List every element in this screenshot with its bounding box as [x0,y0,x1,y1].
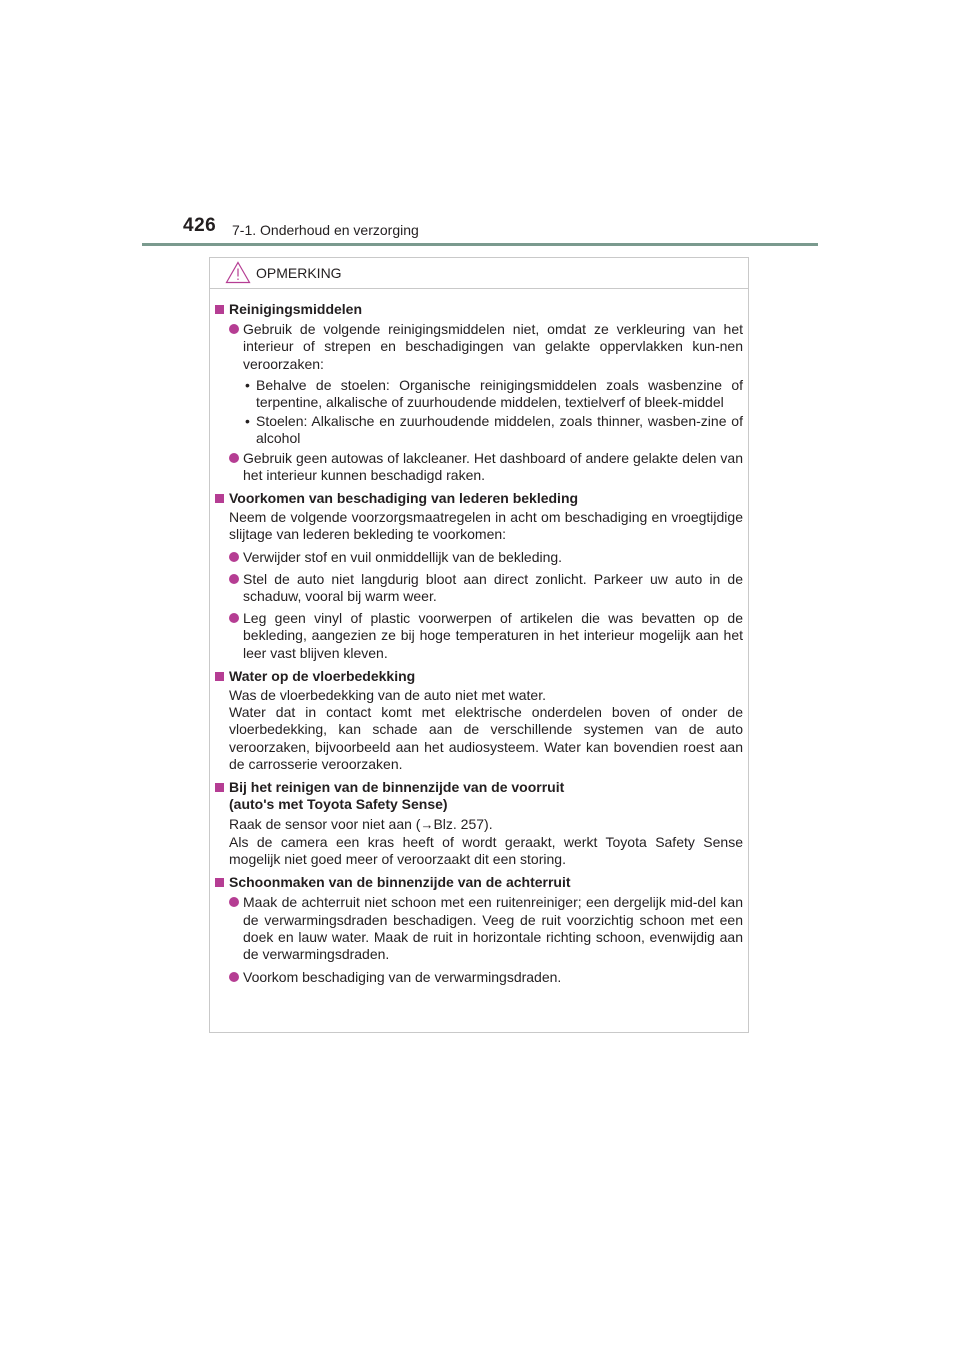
warning-triangle-icon [225,261,251,284]
round-bullet-icon [229,897,239,907]
list-item: Stel de auto niet langdurig bloot aan direct zonlicht. Parkeer uw auto in de schaduw, vooral bij warm weer. [215,571,743,605]
notice-header [210,258,748,289]
page-number: 426 [183,215,217,236]
square-bullet-icon [215,305,224,314]
notice-title: OPMERKING [256,265,342,281]
page-reference-link[interactable]: Blz. 257). [433,816,493,833]
paragraph: Was de vloerbedekking van de auto niet met water. [229,687,546,704]
list-item: Verwijder stof en vuil onmiddellijk van de bekleding. [215,549,743,566]
list-item: Leg geen vinyl of plastic voorwerpen of artikelen die was bevatten op de bekleding, aangezien ze bij hoge temperaturen in het interieur mogelijk aan het leer vast blijven kleven. [215,610,743,662]
round-bullet-icon [229,453,239,463]
arrow-right-icon: → [420,817,434,833]
list-item: Maak de achterruit niet schoon met een ruitenreiniger; een dergelijk mid-del kan de verwarmingsdraden beschadigen. Veeg de ruit voorzichtig schoon met een doek en lauw water. Maak de ruit in horizontale richting schoon, evenwijdig aan de verwarmingsdraden. [215,894,743,963]
sub-list-item: • Stoelen: Alkalische en zuurhoudende middelen, zoals thinner, wasben-zine of alcohol [245,413,743,447]
notice-box [209,257,749,1033]
round-bullet-icon [229,972,239,982]
sub-list-item: • Behalve de stoelen: Organische reinigingsmiddelen zoals wasbenzine of terpentine, alkalische of zuurhoudende middelen, textielverf of bleek-middel [245,376,743,411]
square-bullet-icon [215,672,224,681]
list-item: Voorkom beschadiging van de verwarmingsdraden. [215,969,743,986]
notice-body [215,301,743,986]
section-heading: Water op de vloerbedekking [215,668,743,685]
square-bullet-icon [215,878,224,887]
paragraph: Neem de volgende voorzorgsmaatregelen in acht om beschadiging en vroegtijdige slijtage van lederen bekleding te voorkomen: [229,509,743,543]
square-bullet-icon [215,783,224,792]
paragraph: Water dat in contact komt met elektrische onderdelen boven of onder de vloerbedekking, kan schade aan de verschillende systemen van de auto veroorzaken, bijvoorbeeld aan het audiosysteem. Water kan bovendien roest aan de carrosserie veroorzaken. [229,704,743,772]
round-bullet-icon [229,324,239,334]
round-bullet-icon [229,613,239,623]
section-heading: Reinigingsmiddelen [215,301,743,318]
section-title: 7-1. Onderhoud en verzorging [232,222,419,238]
round-bullet-icon [229,552,239,562]
section-heading: Bij het reinigen van de binnenzijde van de voorruit (auto's met Toyota Safety Sense) [215,779,743,813]
paragraph: Als de camera een kras heeft of wordt geraakt, werkt Toyota Safety Sense mogelijk niet goed meer of veroorzaakt dit een storing. [229,833,743,867]
round-bullet-icon [229,574,239,584]
square-bullet-icon [215,494,224,503]
list-item: Gebruik geen autowas of lakcleaner. Het dashboard of andere gelakte delen van het interieur kunnen beschadigd raken. [215,450,743,484]
section-heading: Voorkomen van beschadiging van lederen bekleding [215,490,743,507]
header-rule [142,243,818,246]
paragraph: Raak de sensor voor niet aan (→Blz. 257). [229,816,493,833]
section-heading: Schoonmaken van de binnenzijde van de achterruit [215,874,743,891]
list-item: Gebruik de volgende reinigingsmiddelen niet, omdat ze verkleuring van het interieur of strepen en beschadigingen van gelakte oppervlakken kun-nen veroorzaken: [215,321,743,373]
